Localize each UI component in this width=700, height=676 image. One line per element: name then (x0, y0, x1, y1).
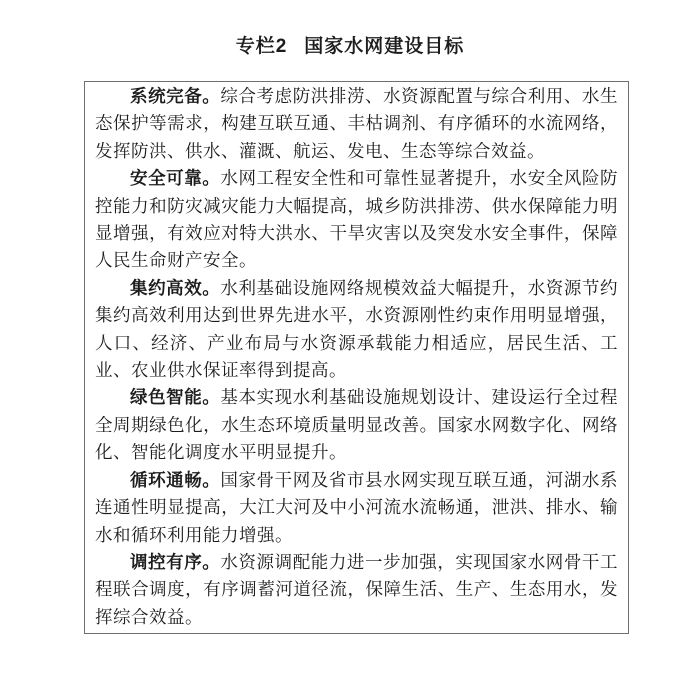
panel-heading (0, 0, 700, 58)
goal-paragraph-text: 水资源调配能力进一步加强，实现国家水网骨干工程联合调度，有序调蓄河道径流，保障生活、生产、生态用水，发挥综合效益。 (95, 551, 619, 627)
goal-paragraph-lead: 系统完备。 (130, 86, 221, 106)
goal-paragraph-text: 国家骨干网及省市县水网实现互联互通，河湖水系连通性明显提高，大江大河及中小河流水流畅通，泄洪、排水、输水和循环利用能力增强。 (95, 469, 619, 545)
goal-paragraph-lead: 绿色智能。 (130, 387, 221, 408)
goal-paragraph-lead: 循环通畅。 (130, 469, 221, 490)
goal-paragraph (95, 165, 618, 275)
goal-paragraph (95, 467, 618, 549)
goal-paragraph (95, 384, 618, 466)
goal-paragraph (95, 83, 618, 165)
goal-paragraph-text: 基本实现水利基础设施规划设计、建设运行全过程全周期绿色化，水生态环境质量明显改善。国家水网数字化、网络化、智能化调度水平明显提升。 (95, 387, 619, 463)
goal-paragraph-text: 水网工程安全性和可靠性显著提升，水安全风险防控能力和防灾减灾能力大幅提高，城乡防洪排涝、供水保障能力明显增强，有效应对特大洪水、干旱灾害以及突发水安全事件，保障人民生命财产安全。 (95, 168, 619, 271)
goal-paragraph-text: 综合考虑防洪排涝、水资源配置与综合利用、水生态保护等需求，构建互联互通、丰枯调剂、有序循环的水流网络，发挥防洪、供水、灌溉、航运、发电、生态等综合效益。 (95, 86, 619, 161)
goal-paragraph-lead: 集约高效。 (130, 277, 221, 298)
panel-heading-title: 国家水网建设目标 (304, 36, 465, 57)
panel-heading-label: 专栏2 (235, 36, 288, 57)
goals-panel (84, 81, 629, 634)
goal-paragraph (95, 275, 618, 385)
goal-paragraph (95, 549, 618, 631)
goal-paragraph-lead: 调控有序。 (130, 551, 221, 572)
goal-paragraph-text: 水利基础设施网络规模效益大幅提升，水资源节约集约高效利用达到世界先进水平，水资源刚性约束作用明显增强，人口、经济、产业布局与水资源承载能力相适应，居民生活、工业、农业供水保证率得到提高。 (95, 277, 619, 381)
goal-paragraph-lead: 安全可靠。 (130, 168, 221, 189)
